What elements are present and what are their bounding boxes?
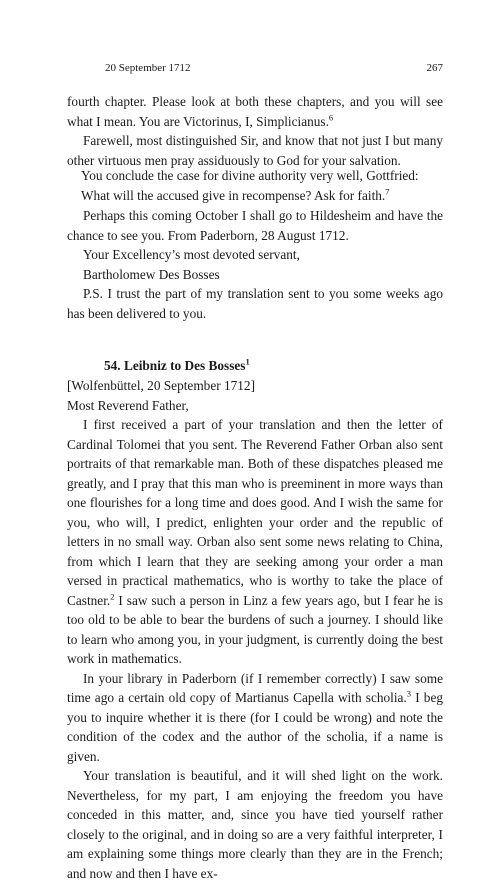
- paragraph-1: I first received a part of your translation and then the letter of Cardinal Tolomei that you sent. The Reverend Father Orban also sent portraits of that remarkable man. Both of these dispatches pleased me greatly, and I pray that this man who is preeminent in more ways than one flourishes for a long time and does good. And I wish the same for you, who will, I predict, enlighten your order and the republic of letters in no small way. Orban also sent some news relating to China, from which I learn that they are seeking among your order a man versed in practical mathematics, who is worthy to take the place of Castner.$^2$ I saw such a person in Linz a few years ago, but I fear he is too old to be able to bear the burdens of such a journey. I should like to learn who among you, in your judgment, is currently doing the best work in mathematics.: [67, 417, 443, 666]
- salutation: Most Reverend Father,: [67, 397, 189, 413]
- footnote-ref-1: 1: [245, 356, 250, 367]
- paragraph-2: In your library in Paderborn (if I remember correctly) I saw some time ago a certain old copy of Martianus Capella with scholia.$^3$ I beg you to inquire whether it is there (for I could be wrong) and note the condition of the codex and the author of the scholia, if a name is given.: [67, 670, 443, 764]
- paragraph-farewell: Farewell, most distinguished Sir, and know that not just I but many other virtuous men pray assiduously to God for your salvation.: [67, 133, 443, 168]
- letter-54-body: [67, 376, 443, 883]
- letter-53-ending: [67, 92, 443, 170]
- paragraph-travel: Perhaps this coming October I shall go to Hildesheim and have the chance to see you. From Paderborn, 28 August 1712.: [67, 208, 443, 243]
- running-head-date: 20 September 1712: [105, 62, 191, 74]
- footnote-ref-6: 6: [328, 112, 334, 123]
- running-head: [105, 60, 443, 76]
- place-date: [Wolfenbüttel, 20 September 1712]: [67, 378, 255, 393]
- letter-53-closing: [67, 206, 443, 323]
- verse-line-1: You conclude the case for divine authority very well, Gottfried:: [81, 168, 419, 183]
- paragraph-continuation: fourth chapter. Please look at both these chapters, and you will see what I mean. You are Victorinus, I, Simplicianus.$^6$: [67, 94, 443, 129]
- page-number: 267: [426, 62, 443, 74]
- paragraph-3: Your translation is beautiful, and it will shed light on the work. Nevertheless, for my part, I am enjoying the freedom you have conceded in this matter, and, since you have tied yourself rather closely to the original, and in doing so are a very faithful interpreter, I am explaining some things more clearly than they are in the French; and now and then I have ex-: [67, 768, 443, 881]
- footnote-ref-3: 3: [406, 688, 412, 699]
- verse-line-2: What will the accused give in recompense? Ask for faith.$^7$: [81, 186, 390, 203]
- footnote-ref-7: 7: [385, 186, 390, 197]
- postscript: P.S. I trust the part of my translation sent to you some weeks ago has been delivered to you.: [67, 286, 443, 321]
- footnote-ref-2: 2: [110, 591, 115, 602]
- signature: Bartholomew Des Bosses: [83, 266, 220, 282]
- letter-heading: 54. Leibniz to Des Bosses$^1$: [104, 356, 250, 373]
- closing-line: Your Excellency’s most devoted servant,: [83, 247, 300, 262]
- verse-block: [67, 166, 443, 205]
